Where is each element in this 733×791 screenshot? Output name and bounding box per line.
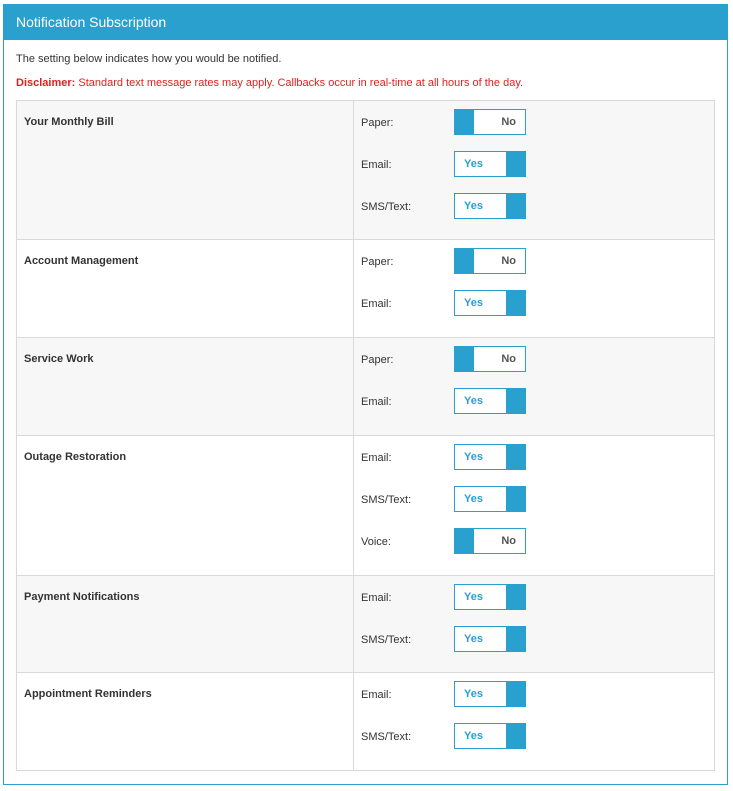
option-label: SMS/Text:	[361, 201, 412, 213]
intro-text: The setting below indicates how you would be notified.	[16, 53, 282, 65]
option-row	[361, 151, 714, 193]
option-label: Paper:	[361, 354, 394, 366]
option-row	[361, 444, 714, 486]
option-row	[361, 248, 714, 290]
toggle-state-label: No	[501, 353, 516, 365]
toggle-knob	[506, 585, 525, 609]
toggle-state-label: Yes	[464, 158, 483, 170]
toggle-switch[interactable]	[454, 346, 526, 372]
toggle-switch[interactable]	[454, 584, 526, 610]
option-row	[361, 486, 714, 528]
category-name: Your Monthly Bill	[17, 101, 354, 239]
option-label: Paper:	[361, 117, 394, 129]
toggle-knob	[506, 389, 525, 413]
category-options	[354, 673, 714, 770]
option-label: Email:	[361, 396, 392, 408]
disclaimer-text: Standard text message rates may apply. Callbacks occur in real-time at all hours of the day.	[75, 77, 524, 89]
option-label: Email:	[361, 298, 392, 310]
option-label: SMS/Text:	[361, 634, 412, 646]
option-label: SMS/Text:	[361, 494, 412, 506]
toggle-knob	[506, 487, 525, 511]
toggle-switch[interactable]	[454, 388, 526, 414]
toggle-knob	[455, 347, 474, 371]
toggle-switch[interactable]	[454, 528, 526, 554]
toggle-state-label: Yes	[464, 730, 483, 742]
category-name: Payment Notifications	[17, 576, 354, 672]
category-row	[17, 673, 714, 770]
toggle-state-label: Yes	[464, 493, 483, 505]
toggle-state-label: Yes	[464, 297, 483, 309]
category-options	[354, 338, 714, 435]
option-row	[361, 626, 714, 668]
category-row	[17, 240, 714, 338]
toggle-state-label: Yes	[464, 451, 483, 463]
option-label: Email:	[361, 689, 392, 701]
option-label: Email:	[361, 159, 392, 171]
toggle-state-label: Yes	[464, 633, 483, 645]
notification-subscription-panel	[3, 4, 728, 785]
option-row	[361, 388, 714, 430]
category-options	[354, 436, 714, 575]
toggle-knob	[455, 249, 474, 273]
option-row	[361, 346, 714, 388]
toggle-state-label: No	[501, 255, 516, 267]
category-row	[17, 576, 714, 673]
toggle-knob	[506, 627, 525, 651]
toggle-switch[interactable]	[454, 109, 526, 135]
toggle-state-label: Yes	[464, 395, 483, 407]
toggle-switch[interactable]	[454, 151, 526, 177]
category-name: Appointment Reminders	[17, 673, 354, 770]
option-label: Email:	[361, 592, 392, 604]
category-name: Outage Restoration	[17, 436, 354, 575]
option-row	[361, 681, 714, 723]
toggle-knob	[455, 529, 474, 553]
option-label: SMS/Text:	[361, 731, 412, 743]
category-name: Account Management	[17, 240, 354, 337]
disclaimer-label: Disclaimer:	[16, 77, 76, 89]
option-row	[361, 290, 714, 332]
toggle-knob	[506, 445, 525, 469]
option-row	[361, 109, 714, 151]
option-row	[361, 723, 714, 765]
panel-header: Notification Subscription	[4, 5, 727, 40]
toggle-state-label: Yes	[464, 688, 483, 700]
disclaimer	[16, 77, 523, 89]
category-name: Service Work	[17, 338, 354, 435]
category-options	[354, 101, 714, 239]
toggle-state-label: Yes	[464, 200, 483, 212]
toggle-knob	[506, 724, 525, 748]
toggle-switch[interactable]	[454, 444, 526, 470]
option-row	[361, 584, 714, 626]
toggle-switch[interactable]	[454, 193, 526, 219]
toggle-state-label: No	[501, 535, 516, 547]
option-row	[361, 193, 714, 235]
toggle-state-label: No	[501, 116, 516, 128]
category-row	[17, 101, 714, 240]
toggle-switch[interactable]	[454, 681, 526, 707]
toggle-knob	[455, 110, 474, 134]
category-options	[354, 576, 714, 672]
category-row	[17, 338, 714, 436]
toggle-switch[interactable]	[454, 723, 526, 749]
toggle-knob	[506, 152, 525, 176]
toggle-switch[interactable]	[454, 248, 526, 274]
option-row	[361, 528, 714, 570]
toggle-switch[interactable]	[454, 290, 526, 316]
subscription-table	[16, 100, 715, 771]
toggle-knob	[506, 194, 525, 218]
toggle-state-label: Yes	[464, 591, 483, 603]
option-label: Email:	[361, 452, 392, 464]
toggle-switch[interactable]	[454, 626, 526, 652]
category-row	[17, 436, 714, 576]
option-label: Voice:	[361, 536, 391, 548]
toggle-knob	[506, 682, 525, 706]
category-options	[354, 240, 714, 337]
toggle-switch[interactable]	[454, 486, 526, 512]
toggle-knob	[506, 291, 525, 315]
option-label: Paper:	[361, 256, 394, 268]
